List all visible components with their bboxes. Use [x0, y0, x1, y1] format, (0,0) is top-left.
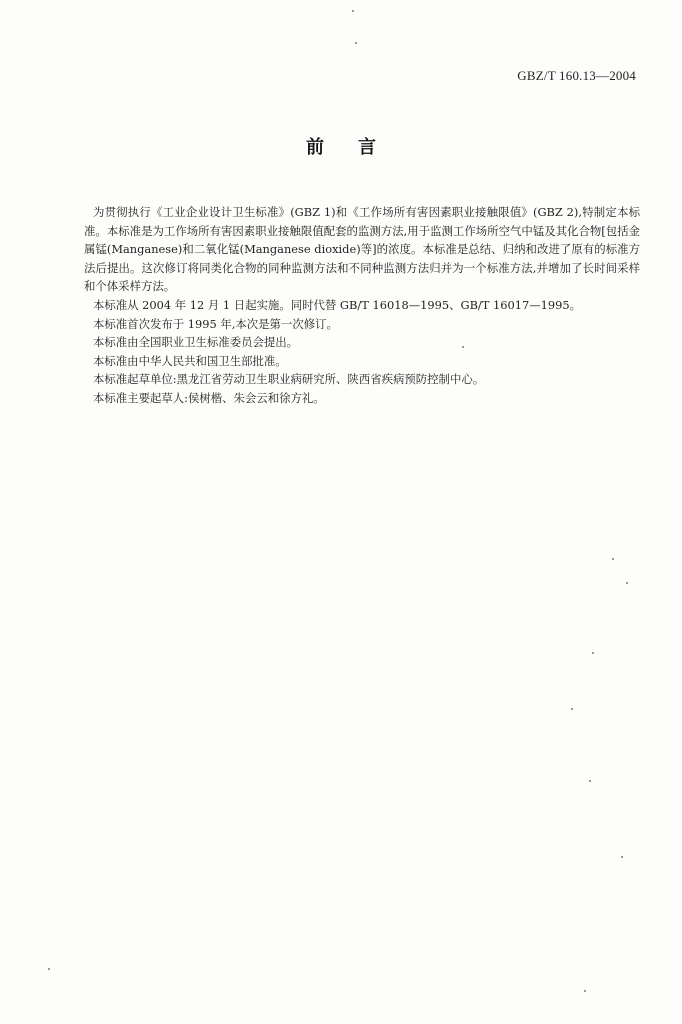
scan-speck	[584, 990, 586, 992]
scan-speck	[571, 708, 573, 710]
scan-speck	[592, 652, 594, 654]
scan-speck	[48, 968, 50, 970]
paragraph-intro: 为贯彻执行《工业企业设计卫生标准》(GBZ 1)和《工作场所有害因素职业接触限值》(GBZ 2),特制定本标准。本标准是为工作场所有害因素职业接触限值配套的监测方法,用于监测工作场所空气中锰及其化合物[包括金属锰(Manganese)和二氧化锰(Manganese dioxide)等]的浓度。本标准是总结、归纳和改进了原有的标准方法后提出。这次修订将同类化合物的同种监测方法和不同种监测方法归并为一个标准方法,并增加了长时间采样和个体采样方法。	[84, 205, 640, 294]
scan-speck	[589, 780, 591, 782]
scan-speck	[355, 42, 357, 44]
paragraph-drafters: 本标准主要起草人:侯树楷、朱会云和徐方礼。	[93, 390, 325, 405]
scan-speck	[352, 10, 354, 12]
scan-speck	[612, 558, 614, 560]
standard-code: GBZ/T 160.13—2004	[517, 68, 636, 83]
paragraph-approved-by: 本标准由中华人民共和国卫生部批准。	[93, 353, 287, 368]
scan-speck	[462, 346, 464, 348]
paragraph-drafting-units: 本标准起草单位:黑龙江省劳动卫生职业病研究所、陕西省疾病预防控制中心。	[93, 372, 485, 387]
foreword-body	[84, 203, 640, 408]
scan-speck	[626, 582, 628, 584]
page-title: 前言	[306, 137, 410, 158]
paragraph-first-issue: 本标准首次发布于 1995 年,本次是第一次修订。	[93, 316, 338, 331]
scan-speck	[621, 856, 623, 858]
paragraph-effective: 本标准从 2004 年 12 月 1 日起实施。同时代替 GB/T 16018—1995、GB/T 16017—1995。	[93, 297, 581, 312]
paragraph-proposed-by: 本标准由全国职业卫生标准委员会提出。	[93, 335, 299, 350]
